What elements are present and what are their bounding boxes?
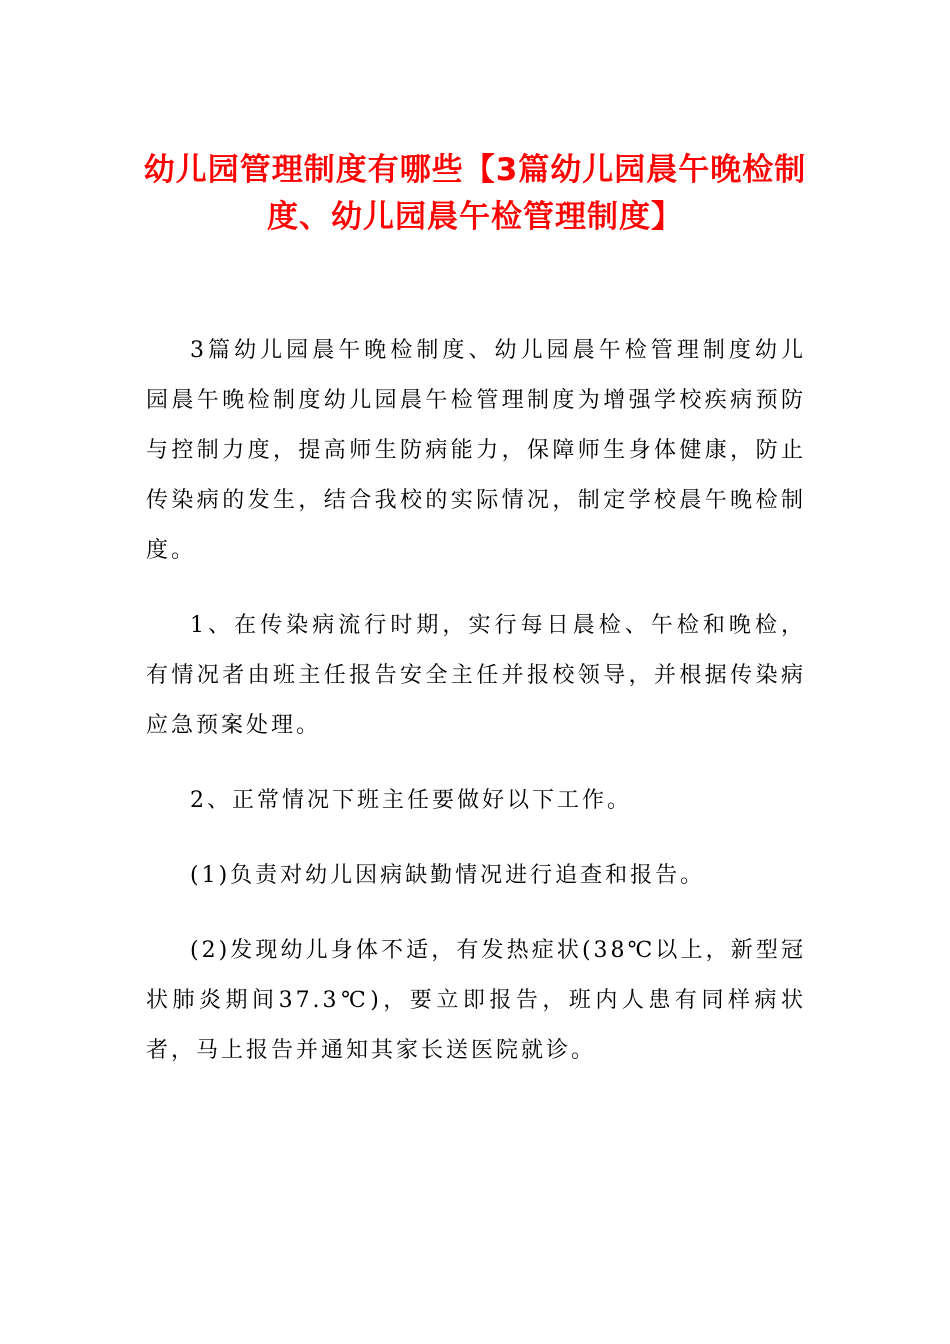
paragraph-subitem-1: (1)负责对幼儿因病缺勤情况进行追查和报告。 — [190, 863, 706, 888]
paragraph-item-1: 1、在传染病流行时期，实行每日晨检、午检和晚检，有情况者由班主任报告安全主任并报校领导，并根据传染病应急预案处理。 — [146, 613, 806, 738]
document-body — [146, 326, 806, 1076]
paragraph-item-2: 2、正常情况下班主任要做好以下工作。 — [190, 788, 632, 813]
paragraph-subitem-2: (2)发现幼儿身体不适，有发热症状(38℃以上，新型冠状肺炎期间37.3℃)，要立即报告，班内人患有同样病状者，马上报告并通知其家长送医院就诊。 — [146, 938, 806, 1063]
paragraph-intro: 3篇幼儿园晨午晚检制度、幼儿园晨午检管理制度幼儿园晨午晚检制度幼儿园晨午检管理制度为增强学校疾病预防与控制力度，提高师生防病能力，保障师生身体健康，防止传染病的发生，结合我校的实际情况，制定学校晨午晚检制度。 — [146, 338, 806, 563]
document-title: 幼儿园管理制度有哪些【3篇幼儿园晨午晚检制度、幼儿园晨午检管理制度】 — [143, 152, 807, 235]
